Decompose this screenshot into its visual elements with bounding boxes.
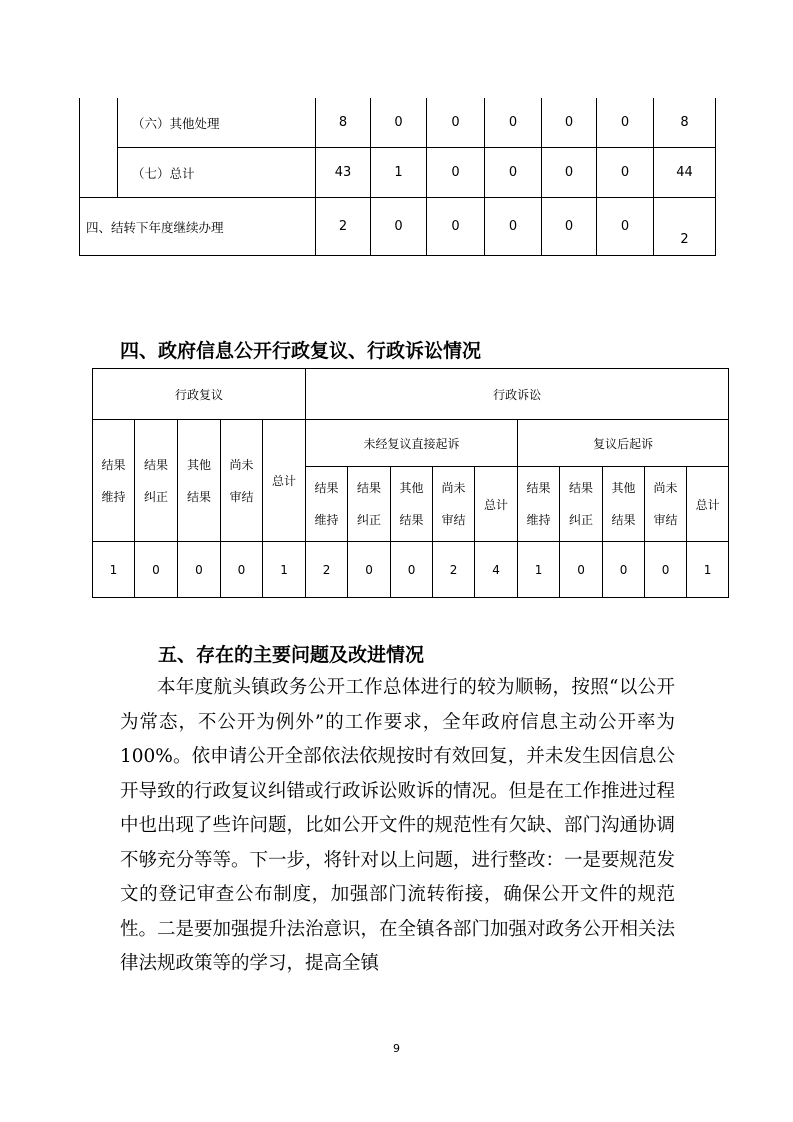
table-cell: 0 [597, 148, 654, 198]
column-header-total: 总计 [475, 467, 518, 542]
table-cell: 0 [221, 542, 263, 598]
table-row [80, 148, 716, 198]
row-label: （七）总计 [118, 148, 316, 198]
table-cell: 43 [316, 148, 371, 198]
table-cell: 0 [597, 198, 654, 256]
table-cell: 2 [316, 198, 371, 256]
row-label: 四、结转下年度继续办理 [80, 198, 316, 256]
row-group-spacer [80, 98, 118, 198]
table-cell: 4 [475, 542, 518, 598]
column-header: 结果 维持 [93, 420, 135, 542]
review-litigation-table [92, 368, 729, 598]
table-cell: 8 [654, 98, 716, 148]
table-cell: 2 [433, 542, 475, 598]
table-row [80, 198, 716, 256]
column-header: 尚未 审结 [645, 467, 687, 542]
column-header: 结果 维持 [306, 467, 348, 542]
group-header-review: 行政复议 [93, 369, 306, 420]
column-header: 尚未 审结 [433, 467, 475, 542]
table-cell: 0 [178, 542, 221, 598]
table-row [93, 542, 729, 598]
table-cell: 1 [518, 542, 560, 598]
column-header: 其他 结果 [178, 420, 221, 542]
section-heading: 四、政府信息公开行政复议、行政诉讼情况 [120, 340, 482, 362]
table-cell: 0 [645, 542, 687, 598]
table-row [80, 98, 716, 148]
table-cell: 0 [427, 98, 485, 148]
table-cell: 0 [542, 98, 597, 148]
table-cell: 0 [427, 198, 485, 256]
column-header-total: 总计 [687, 467, 729, 542]
body-paragraph: 本年度航头镇政务公开工作总体进行的较为顺畅，按照“以公开为常态，不公开为例外”的工作要求，全年政府信息主动公开率为100%。依申请公开全部依法依规按时有效回复，并未发生因信息公开导致的行政复议纠错或行政诉讼败诉的情况。但是在工作推进过程中也出现了些许问题，比如公开文件的规范性有欠缺、部门沟通协调不够充分等等。下一步，将针对以上问题，进行整改：一是要规范发文的登记审查公布制度，加强部门流转衔接，确保公开文件的规范性。二是要加强提升法治意识，在全镇各部门加强对政务公开相关法律法规政策等的学习，提高全镇 [120, 677, 676, 974]
table-cell: 0 [391, 542, 433, 598]
table-cell: 0 [485, 148, 542, 198]
page-number: 9 [393, 1042, 400, 1055]
table-cell: 0 [542, 148, 597, 198]
subgroup-header-direct: 未经复议直接起诉 [306, 420, 518, 467]
group-header-litigation: 行政诉讼 [306, 369, 729, 420]
table-cell: 0 [371, 98, 427, 148]
column-header: 其他 结果 [603, 467, 645, 542]
table-cell: 0 [135, 542, 178, 598]
table-row [93, 420, 729, 467]
column-header-total: 总计 [263, 420, 306, 542]
table-cell: 0 [597, 98, 654, 148]
table-cell: 0 [542, 198, 597, 256]
table-row [93, 369, 729, 420]
section-heading: 五、存在的主要问题及改进情况 [158, 644, 425, 666]
table-cell: 0 [603, 542, 645, 598]
table-cell: 1 [263, 542, 306, 598]
row-label: （六）其他处理 [118, 98, 316, 148]
table-cell: 1 [687, 542, 729, 598]
column-header: 尚未 审结 [221, 420, 263, 542]
table-cell: 2 [654, 198, 716, 256]
table-cell: 0 [348, 542, 391, 598]
table-cell: 8 [316, 98, 371, 148]
column-header: 结果 纠正 [135, 420, 178, 542]
column-header: 结果 维持 [518, 467, 560, 542]
column-header: 结果 纠正 [348, 467, 391, 542]
table-cell: 0 [560, 542, 603, 598]
table-cell: 0 [371, 198, 427, 256]
table-cell: 0 [485, 198, 542, 256]
table-cell: 0 [485, 98, 542, 148]
table-cell: 2 [306, 542, 348, 598]
column-header: 结果 纠正 [560, 467, 603, 542]
table-cell: 44 [654, 148, 716, 198]
table-cell: 0 [427, 148, 485, 198]
table-cell: 1 [93, 542, 135, 598]
disposal-table [79, 98, 716, 256]
subgroup-header-after: 复议后起诉 [518, 420, 729, 467]
table-cell: 1 [371, 148, 427, 198]
column-header: 其他 结果 [391, 467, 433, 542]
